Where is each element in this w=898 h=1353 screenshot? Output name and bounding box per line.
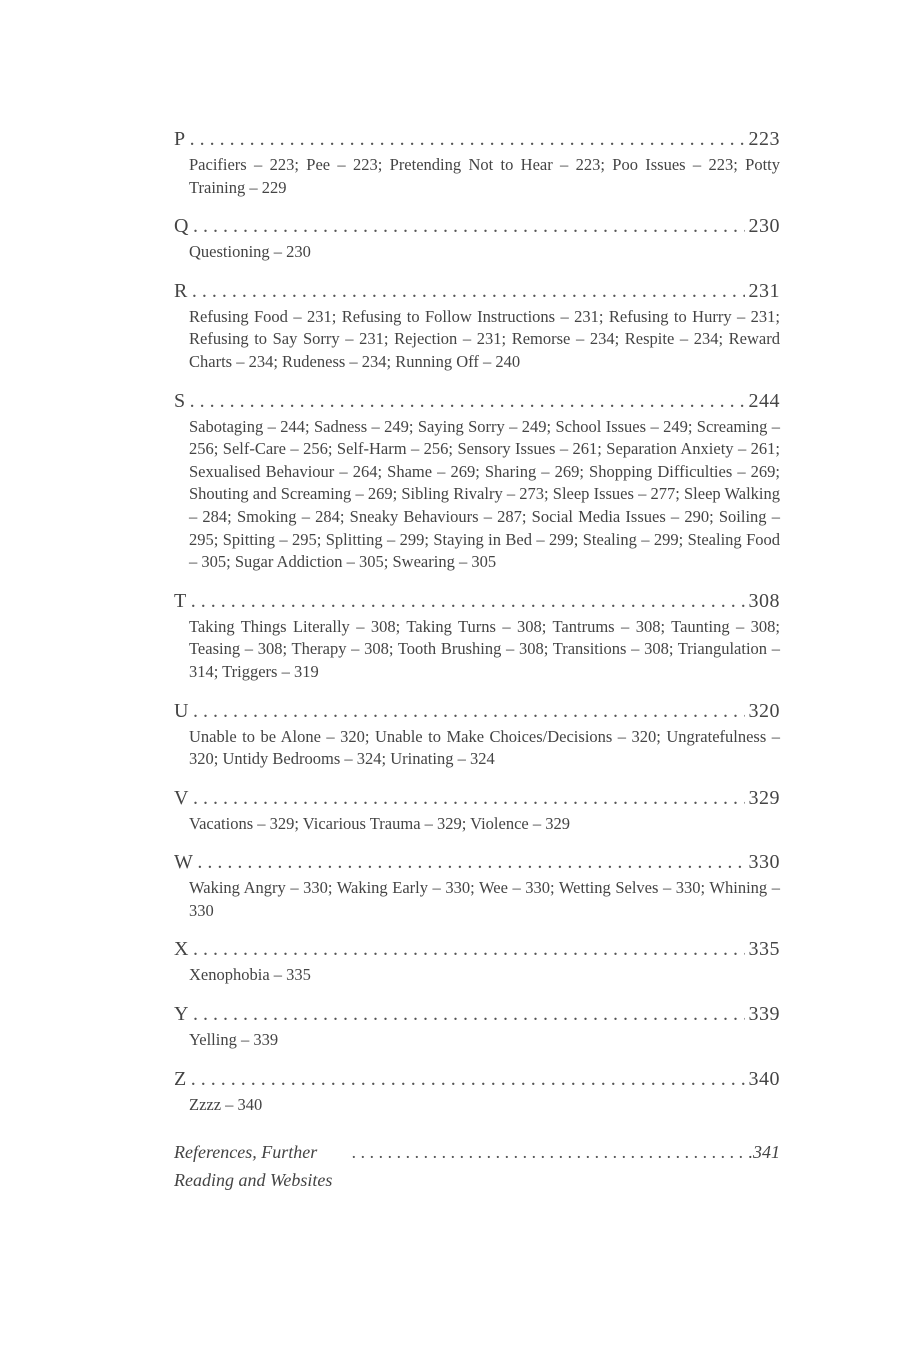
section-entries: Xenophobia – 335 [189, 965, 311, 985]
section-page-number: 330 [748, 851, 780, 874]
section-heading [174, 586, 780, 616]
section-heading [174, 696, 780, 726]
references-entry [174, 1138, 780, 1194]
section-letter: P [174, 128, 186, 150]
section-page-number: 340 [748, 1067, 780, 1090]
index-section-x [174, 934, 780, 987]
section-letter: Y [174, 1003, 189, 1026]
dot-leader [193, 783, 745, 813]
section-letter: R [174, 279, 188, 302]
table-of-contents [174, 124, 780, 1194]
dot-leader [193, 934, 745, 964]
section-page-number: 231 [748, 279, 780, 302]
section-page-number: 308 [748, 589, 780, 612]
section-letter: U [174, 699, 189, 722]
section-page-number: 339 [748, 1003, 780, 1026]
section-heading [174, 1064, 780, 1094]
section-entries: Zzzz – 340 [189, 1094, 263, 1114]
section-heading [174, 276, 780, 306]
section-heading [174, 934, 780, 964]
section-page-number: 329 [748, 786, 780, 809]
index-section-p [174, 124, 780, 199]
dot-leader [193, 696, 745, 726]
section-heading [174, 211, 780, 241]
section-entries: Taking Things Literally – 308; Taking Turns – 308; Tantrums – 308; Taunting – 308; Teasing – 308; Therapy – 308; Tooth Brushing – 308; Transitions – 308; Triangulation – 314; Triggers – 319 [189, 616, 780, 681]
section-page-number: 230 [748, 215, 780, 238]
section-heading [174, 783, 780, 813]
index-section-z [174, 1064, 780, 1117]
dot-leader [190, 386, 745, 416]
index-section-q [174, 211, 780, 264]
section-page-number: 320 [748, 699, 780, 722]
section-heading [174, 386, 780, 416]
section-entries: Pacifiers – 223; Pee – 223; Pretending Not to Hear – 223; Poo Issues – 223; Potty Training – 229 [189, 155, 780, 197]
section-entries: Yelling – 339 [189, 1030, 279, 1050]
section-page-number: 223 [748, 128, 780, 150]
section-letter: X [174, 938, 189, 961]
index-section-t [174, 586, 780, 684]
section-heading [174, 124, 780, 154]
section-entries: Unable to be Alone – 320; Unable to Make Choices/Decisions – 320; Ungratefulness – 320; Untidy Bedrooms – 324; Urinating – 324 [189, 726, 780, 769]
index-section-y [174, 999, 780, 1052]
index-section-s [174, 386, 780, 574]
section-letter: V [174, 786, 189, 809]
section-entries: Refusing Food – 231; Refusing to Follow Instructions – 231; Refusing to Hurry – 231; Refusing to Say Sorry – 231; Rejection – 231; Remorse – 234; Respite – 234; Reward Charts – 234; Rudeness – 234; Running Off – 240 [189, 306, 780, 371]
index-section-v [174, 783, 780, 836]
dot-leader [191, 1064, 745, 1094]
section-page-number: 244 [748, 389, 780, 412]
section-letter: T [174, 589, 187, 612]
section-letter: Z [174, 1067, 187, 1090]
section-letter: W [174, 851, 194, 874]
dot-leader [197, 847, 744, 877]
section-entries: Vacations – 329; Vicarious Trauma – 329; Violence – 329 [189, 813, 570, 833]
dot-leader [193, 999, 745, 1029]
index-section-w [174, 847, 780, 922]
section-entries: Questioning – 230 [189, 242, 311, 262]
section-letter: S [174, 389, 186, 412]
dot-leader [192, 276, 745, 306]
section-entries: Waking Angry – 330; Waking Early – 330; Wee – 330; Wetting Selves – 330; Whining – 330 [189, 878, 780, 920]
section-heading [174, 847, 780, 877]
index-section-u [174, 696, 780, 771]
references-page-number: .341 [748, 1142, 780, 1163]
section-page-number: 335 [748, 938, 780, 961]
dot-leader [191, 586, 745, 616]
section-entries: Sabotaging – 244; Sadness – 249; Saying Sorry – 249; School Issues – 249; Screaming – 256; Self-Care – 256; Self-Harm – 256; Sensory Issues – 261; Separation Anxiety – 261; Sexualised Behaviour – 264; Shame – 269; Sharing – 269; Shopping Difficulties – 269; Shouting and Screaming – 269; Sibling Rivalry – 273; Sleep Issues – 277; Sleep Walking – 284; Smoking – 284; Sneaky Behaviours – 287; Social Media Issues – 290; Soiling – 295; Spitting – 295; Splitting – 299; Staying in Bed – 299; Stealing – 299; Stealing Food – 305; Sugar Addiction – 305; Swearing – 305 [189, 416, 780, 572]
index-section-r [174, 276, 780, 374]
references-label: References, Further Reading and Websites [174, 1142, 333, 1191]
dot-leader [352, 1138, 744, 1166]
section-heading [174, 999, 780, 1029]
section-letter: Q [174, 215, 189, 238]
dot-leader [193, 211, 745, 241]
dot-leader [190, 124, 745, 154]
